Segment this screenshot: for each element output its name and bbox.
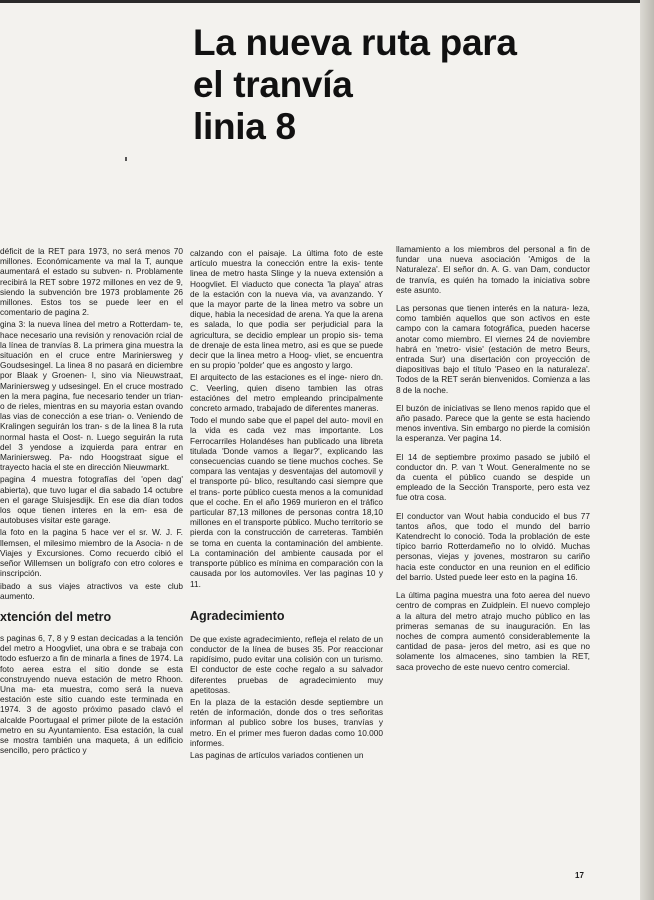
paragraph: La última pagina muestra una foto aerea del nuevo centro de compras en Zuidplein. El nuevo complejo a la altura del metro atrajo mucho público en las primeras semanas de su inauguración. En las noches de compra aumentó considerablemente la cantidad de pasa- jeros del metro, asi es que no solamente los almacenes, sino tambien la RET, saca provecho de este nuevo centro comercial. bbox=[396, 590, 590, 672]
page-right-edge bbox=[640, 0, 654, 900]
paragraph: Las paginas de artículos variados contienen un bbox=[190, 749, 364, 760]
page-top-edge bbox=[0, 0, 654, 3]
paragraph: llamamiento a los miembros del personal a fin de fundar una nueva asociación 'Amigos de la Naturaleza'. El señor dn. A. G. van Dam, conductor de tranvía, es quién ha tomado la iniciativa sobre este asunto. bbox=[396, 244, 590, 295]
paragraph: pagina 4 muestra fotografías del 'open dag' abierta), que tuvo lugar el dia sabado 14 octubre en el garage Sluisjesdijk. En ese dia dían todos los oque tienen interes en la em- esa de autobuses visitar este garage. bbox=[0, 474, 183, 526]
section-heading-agradecimiento: Agradecimiento bbox=[190, 608, 285, 623]
paragraph: calzando con el paisaje. La última foto de este artículo muestra la conección entre la exis- tente linea de metro hasta Slinge y la nueva extensión a Hoogvliet. El viaducto que conecta 'la playa' atras de la estación con la nueva via, va avanzando. Y que la mayor parte de la linea metro va sobre un dique, habia la necesidad de arena. Ya que la arena es salada, lo que podia ser perjudicial para la agricultura, se decidio emplear un propio sis- tema de drenaje de esta linea metro, asi es que se puede decir que la linea metro a Hoog- vliet, se encuentra en su propio 'polder' que es angosto y largo. bbox=[190, 248, 383, 371]
paragraph: la foto en la pagina 5 hace ver el sr. W. J. F. llemsen, el milesimo miembro de la Asocia- n de Viajes y Excursiones. Como recuerdo cibió el señor Willemsen un bolígrafo con etro colores e inscripción. bbox=[0, 527, 183, 579]
title-line-1: La nueva ruta para bbox=[193, 22, 517, 63]
paragraph: El buzón de iniciativas se lleno menos rapido que el año pasado. Parece que la gente se esta haciendo menos inventiva. Sin embargo no pierde la comisión la esperanza. Ver pagina 14. bbox=[396, 402, 590, 444]
text-column-3 bbox=[396, 244, 590, 672]
article-title bbox=[193, 22, 613, 148]
paragraph: Todo el mundo sabe que el papel del auto- movil en la vida es cada vez mas importante. Los Ferrocarriles Holandéses han publicado una libreta titulada 'Donde vamos a llegar?', explicando las consecuencias cuando se tiene muchos coches. Se compara las ventajas y desventajas del automovil y el transporte pú- blico, resultando casi siempre que el trans- porte público cuesta menos a la comunidad que el coche. En el año 1969 murieron en el tráfico particular 87,13 millones de personas contra 18,10 millones en el transporte público. Mucho territorio se pierda con la construcción de carreteras. También se toma en cuenta la contaminación del ambiente. La contaminación del ambiente causada por el transporte público es mínima en comparación con la causada por los automoviles. Ver las paginas 10 y 11. bbox=[190, 415, 383, 589]
title-line-3: linia 8 bbox=[193, 106, 296, 147]
paragraph: gina 3: la nueva línea del metro a Rotterdam- te, hace necesario una revisión y renovación rcial de la línea de tranvías 8. La primera gina muestra la situación en el cruce entre Mariniersweg y Goudsesingel. La linea 8 no pasará en diciembre por Blaak y Groenen- l, sino via Nieuwstraat, Mariniersweg y udsesingel. En el cruce mostrado en la mera pagina, fue necesario tender un trian- o de rieles, mientras en su mayoria estan ovando las vias de conección a ese trian- o. Veniendo de Kralingen seguirán los tran- s de la linea 8 la ruta normal hasta el Oost- n. Luego seguirán la ruta del 3 yendose a izquierda para entrar en Mariniersweg. Pa- ndo Hoogstraat sigue el trayecto hacia el ste en dirección Nieuwmarkt. bbox=[0, 319, 183, 473]
page-number: 17 bbox=[575, 871, 584, 880]
paragraph: s paginas 6, 7, 8 y 9 estan decicadas a la tención del metro a Hoogvliet, una obra e se trabaja con todo esfuerzo a fin de minarla a fines de 1974. La foto aerea estra el sitio donde se esta construyendo nueva estación de metro Rhoon. Una ma- eta muestra, como será la nueva estación este sitio cuando este terminada en 1974. 3 de agosto próximo pasado clavó el alcalde Poortugaal el primer pilote de la estación metro en su Ayuntamiento. Esa estación, la cual se mostra también una maqueta, á un edificio sencillo, pero práctico y bbox=[0, 632, 183, 756]
text-column-2 bbox=[190, 248, 383, 760]
paragraph: Las personas que tienen interés en la natura- leza, como también aquellos que son activos en este campo con la camara fotográfica, pueden hacerse anotar como miembro. El viernes 24 de noviembre habrá en 'metro- visie' (estación de metro Beurs, entrada Sur) una disertación con proyección de diapositivas bajo el título 'Paseo en la naturaleza'. Todos de la RET serán bienvenidos. Comienza a las 8 de la noche. bbox=[396, 303, 590, 395]
paragraph: De que existe agradecimiento, refleja el relato de un conductor de la línea de buses 35. Por reaccionar rapidísimo, pudo evitar una colisión con un turismo. El conductor de este coche regalo a su salvador diferentes pruebas de agradecimiento muy apetitosas. bbox=[190, 633, 383, 695]
section-heading-metro: xtención del metro bbox=[0, 609, 112, 624]
paragraph: El conductor van Wout habia conducido el bus 77 tantos años, que todo el mundo del barrio Katendrecht lo conoció. Toda la problación de este típico barrio Rotterdameño no lo olvidó. Muchas personas, viejas y jovenes, mostraron su cariño hacia este conductor en una reunion en el edificio del barrio. Usted puede leer esto en la pagina 16. bbox=[396, 510, 590, 582]
text-column-1 bbox=[0, 246, 183, 755]
paragraph: ibado a sus viajes atractivos va este club aumento. bbox=[0, 580, 183, 601]
paragraph: El arquitecto de las estaciones es el inge- niero dn. C. Veerling, quien diseno tambien las otras estaciónes del metro empleando principalmente concreto armado, trabajado de diferentes maneras. bbox=[190, 372, 383, 414]
paragraph: déficit de la RET para 1973, no será menos 70 millones. Económicamente va mal la T, aunque aumentará el estado su subven- n. Problamente recibirá la RET sobre 1972 millones en vez de 9, siendo la subvención bre 1973 problamente 26 millones. Estos tos se puede leer en el comentario de pagina 2. bbox=[0, 246, 183, 318]
paragraph: El 14 de septiembre proximo pasado se jubiló el conductor dn. P. van 't Wout. Generalmente no se da cuenta el público cuando se despide un empleado de la Sección Transporte, pero esta vez fue otra cosa. bbox=[396, 451, 590, 503]
print-speck bbox=[125, 157, 127, 161]
title-line-2: el tranvía bbox=[193, 64, 353, 105]
paragraph: En la plaza de la estación desde septiembre un retén de información, donde dos o tres señoritas informan al publico sobre los buses, tranvías y metro. En el primer mes fueron dadas como 10.000 informes. bbox=[190, 696, 383, 748]
